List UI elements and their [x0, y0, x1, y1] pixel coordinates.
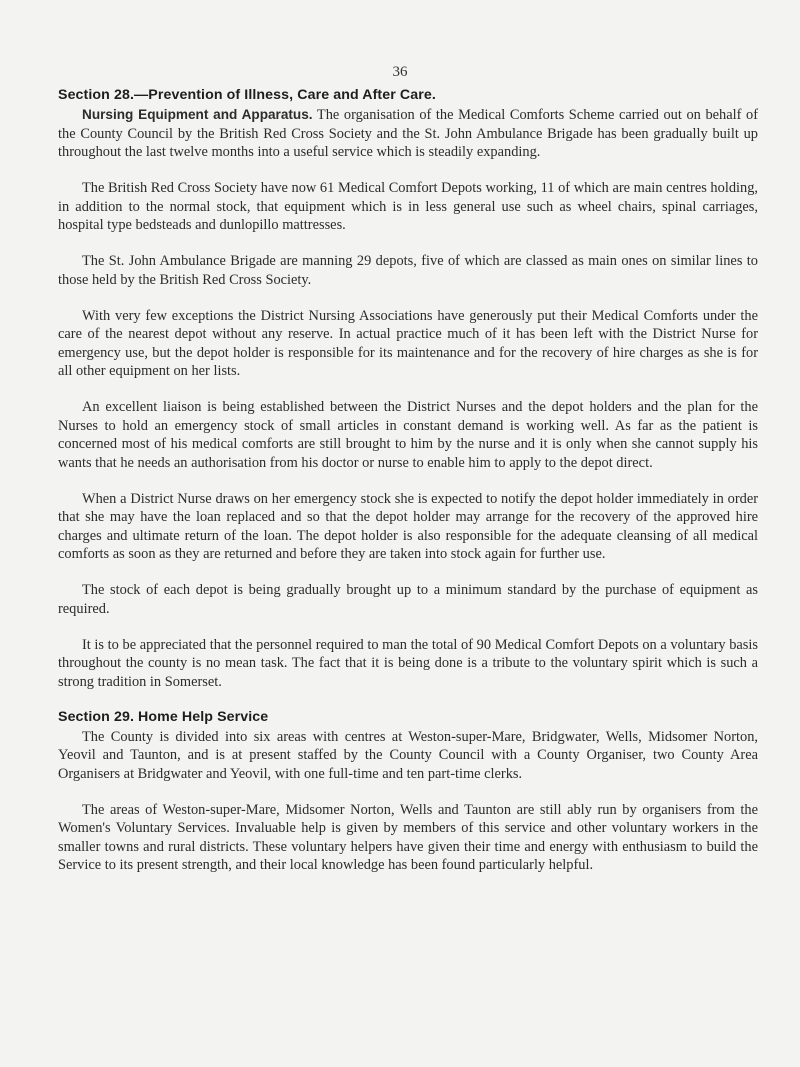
section-28-paragraph-8: It is to be appreciated that the personnel required to man the total of 90 Medical Comfort Depots on a voluntary basis throughout the county is no mean task. The fact that it is being done is a tribute to the voluntary spirit which is such a strong tradition in Somerset. [58, 636, 758, 690]
section-28-paragraph-4: With very few exceptions the District Nursing Associations have generously put their Medical Comforts under the care of the nearest depot without any reserve. In actual practice much of it has been left with the District Nurse for emergency use, but the depot holder is responsible for its maintenance and for the recovery of hire charges as she is for all other equipment on her lists. [58, 307, 758, 379]
section-28-paragraph-2: The British Red Cross Society have now 61 Medical Comfort Depots working, 11 of which are main centres holding, in addition to the normal stock, that equipment which is in less general use such as wheel chairs, spinal carriages, hospital type bedsteads and dunlopillo mattresses. [58, 180, 758, 233]
section-28-heading: Section 28.—Prevention of Illness, Care and After Care. [58, 87, 436, 103]
page-number: 36 [392, 64, 408, 80]
section-29-paragraph-1: The County is divided into six areas with centres at Weston-super-Mare, Bridgwater, Wells, Midsomer Norton, Yeovil and Taunton, and is at present staffed by the County Council with a County Organiser, two County Area Organisers at Bridgwater and Yeovil, with one full-time and ten part-time clerks. [58, 728, 758, 782]
section-29-paragraph-2: The areas of Weston-super-Mare, Midsomer Norton, Wells and Taunton are still ably run by organisers from the Women's Voluntary Services. Invaluable help is given by members of this service and other voluntary workers in the smaller towns and rural districts. These voluntary helpers have given their time and energy with enthusiasm to build the Service to its present strength, and their local knowledge has been found particularly helpful. [58, 801, 758, 873]
section-28-paragraph-6: When a District Nurse draws on her emergency stock she is expected to notify the depot holder immediately in order that she may have the loan replaced and so that the depot holder may arrange for the recovery of the approved hire charges and ultimate return of the loan. The depot holder is also responsible for the adequate cleansing of all medical comforts as soon as they are returned and before they are taken into stock again for further use. [58, 490, 758, 562]
section-29-heading: Section 29. Home Help Service [58, 708, 269, 725]
nursing-equipment-subheading: Nursing Equipment and Apparatus. [82, 107, 313, 122]
document-body [58, 87, 758, 892]
paragraph-text: The organisation of the Medical Comforts Scheme carried out on behalf of the County Council by the British Red Cross Society and the St. John Ambulance Brigade has been gradually built up throughout the last twelve months into a useful service which is steadily expanding. [58, 107, 758, 160]
section-28-paragraph-5: An excellent liaison is being established between the District Nurses and the depot holders and the plan for the Nurses to hold an emergency stock of small articles in constant demand is working well. As far as the patient is concerned most of his medical comforts are still brought to him by the nurse and it is only when she cannot supply his wants that he needs an authorisation from his doctor or nurse to enable him to apply to the depot direct. [58, 399, 758, 471]
section-28-paragraph-3: The St. John Ambulance Brigade are manning 29 depots, five of which are classed as main ones on similar lines to those held by the British Red Cross Society. [58, 253, 758, 288]
section-28-paragraph-7: The stock of each depot is being gradually brought up to a minimum standard by the purchase of equipment as required. [58, 582, 758, 617]
section-28-paragraph-1 [58, 106, 758, 162]
